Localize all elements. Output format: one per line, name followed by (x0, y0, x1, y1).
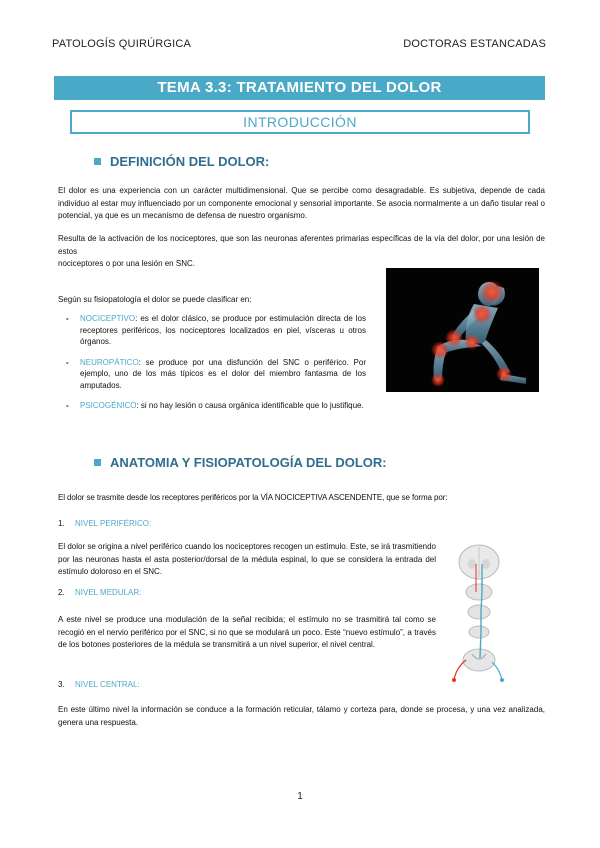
level-label: NIVEL CENTRAL: (75, 680, 140, 689)
level-number: 3. (58, 680, 65, 689)
bullet-dash: - (66, 314, 69, 323)
section-definition-heading (94, 154, 269, 169)
level-2-heading (58, 588, 141, 597)
level-3-text: En este último nivel la información se conduce a la formación reticular, tálamo y corteza para, donde se procesa, y una vez analizada, genera una respuesta. (58, 705, 545, 727)
bullet-term: NEUROPÁTICO (80, 357, 139, 367)
square-bullet-icon (94, 459, 101, 466)
definition-paragraph: El dolor es una experiencia con un carácter multidimensional. Que se percibe como desagradable. Es subjetiva, depende de cada individuo al estar muy influenciado por un componente emocional y sensorial importante. Se asocia normalmente a un daño tisular real o potencial, ya que es un mecanismo de defensa de nuestro organismo. (58, 186, 545, 220)
nociceptor-line-2: nociceptores o por una lesión en SNC. (58, 259, 195, 268)
spinal-pathway-diagram (448, 542, 508, 688)
section-anatomy-heading (94, 455, 387, 470)
list-item (66, 357, 366, 392)
bullet-term: NOCICEPTIVO (80, 314, 136, 323)
pain-body-image (386, 268, 539, 392)
section-anatomy-title: ANATOMIA Y FISIOPATOLOGÍA DEL DOLOR: (110, 455, 387, 470)
bullet-term: PSICOGÉNICO (80, 401, 137, 410)
level-label: NIVEL MEDULAR: (75, 588, 142, 597)
pathway-intro: El dolor se trasmite desde los receptores periféricos por la VÍA NOCICEPTIVA ASCENDENTE, que se forma por: (58, 493, 448, 502)
header-left: PATOLOGÍS QUIRÚRGICA (52, 38, 192, 50)
level-2-text: A este nivel se produce una modulación de la señal recibida; el estímulo no se trasmitirá tal como se recogió en el nervio periférico por el SNC, si no que se modulará un poco. Este “nuevo estímulo”, a través de los botones posteriores de la médula se transmitirá a un nivel superior, el nivel central. (58, 615, 436, 649)
level-label: NIVEL PERIFÉRICO: (75, 519, 152, 528)
bullet-text (80, 313, 366, 348)
bullet-dash: - (66, 357, 69, 367)
classification-list (66, 313, 366, 421)
bullet-text (80, 357, 366, 392)
bullet-desc: : se produce por una disfunción del SNC o periférico. Por ejemplo, uno de los más típicos es el dolor del miembro fantasma de los amputados. (80, 357, 366, 390)
page-title: TEMA 3.3: TRATAMIENTO DEL DOLOR (54, 76, 545, 100)
level-1-text: El dolor se origina a nivel periférico cuando los nociceptores recogen un estímulo. Este, se irá trasmitiendo por las neuronas hasta el asta posterior/dorsal de la médula espinal, lo que se considera la entrada del estímulo doloroso en el SNC. (58, 542, 436, 576)
square-bullet-icon (94, 158, 101, 165)
level-number: 1. (58, 519, 65, 528)
list-item (66, 400, 366, 412)
section-definition-title: DEFINICIÓN DEL DOLOR: (110, 154, 270, 169)
page-number: 1 (297, 791, 303, 802)
intro-heading: INTRODUCCIÓN (70, 110, 530, 134)
bullet-desc: : si no hay lesión o causa orgánica identificable que lo justifique. (136, 401, 364, 410)
kneeling-figure-illustration (386, 268, 539, 392)
bullet-desc: : es el dolor clásico, se produce por estimulación directa de los receptores periféricos, los nociceptores localizados en piel, vísceras u otros órganos. (80, 314, 366, 346)
bullet-text (80, 400, 364, 412)
header-right: DOCTORAS ESTANCADAS (403, 38, 546, 50)
level-number: 2. (58, 588, 65, 597)
level-3-heading (58, 680, 140, 689)
classification-intro: Según su fisiopatología el dolor se puede clasificar en: (58, 295, 252, 304)
nociceptor-paragraph (58, 233, 545, 271)
nociceptor-line-1: Resulta de la activación de los nociceptores, que son las neuronas aferentes primarias específicas de la vía del dolor, por una lesión de estos (58, 234, 545, 256)
neural-pathway-illustration (448, 542, 508, 688)
level-1-heading (58, 519, 151, 528)
bullet-dash: - (66, 401, 69, 410)
list-item (66, 313, 366, 348)
